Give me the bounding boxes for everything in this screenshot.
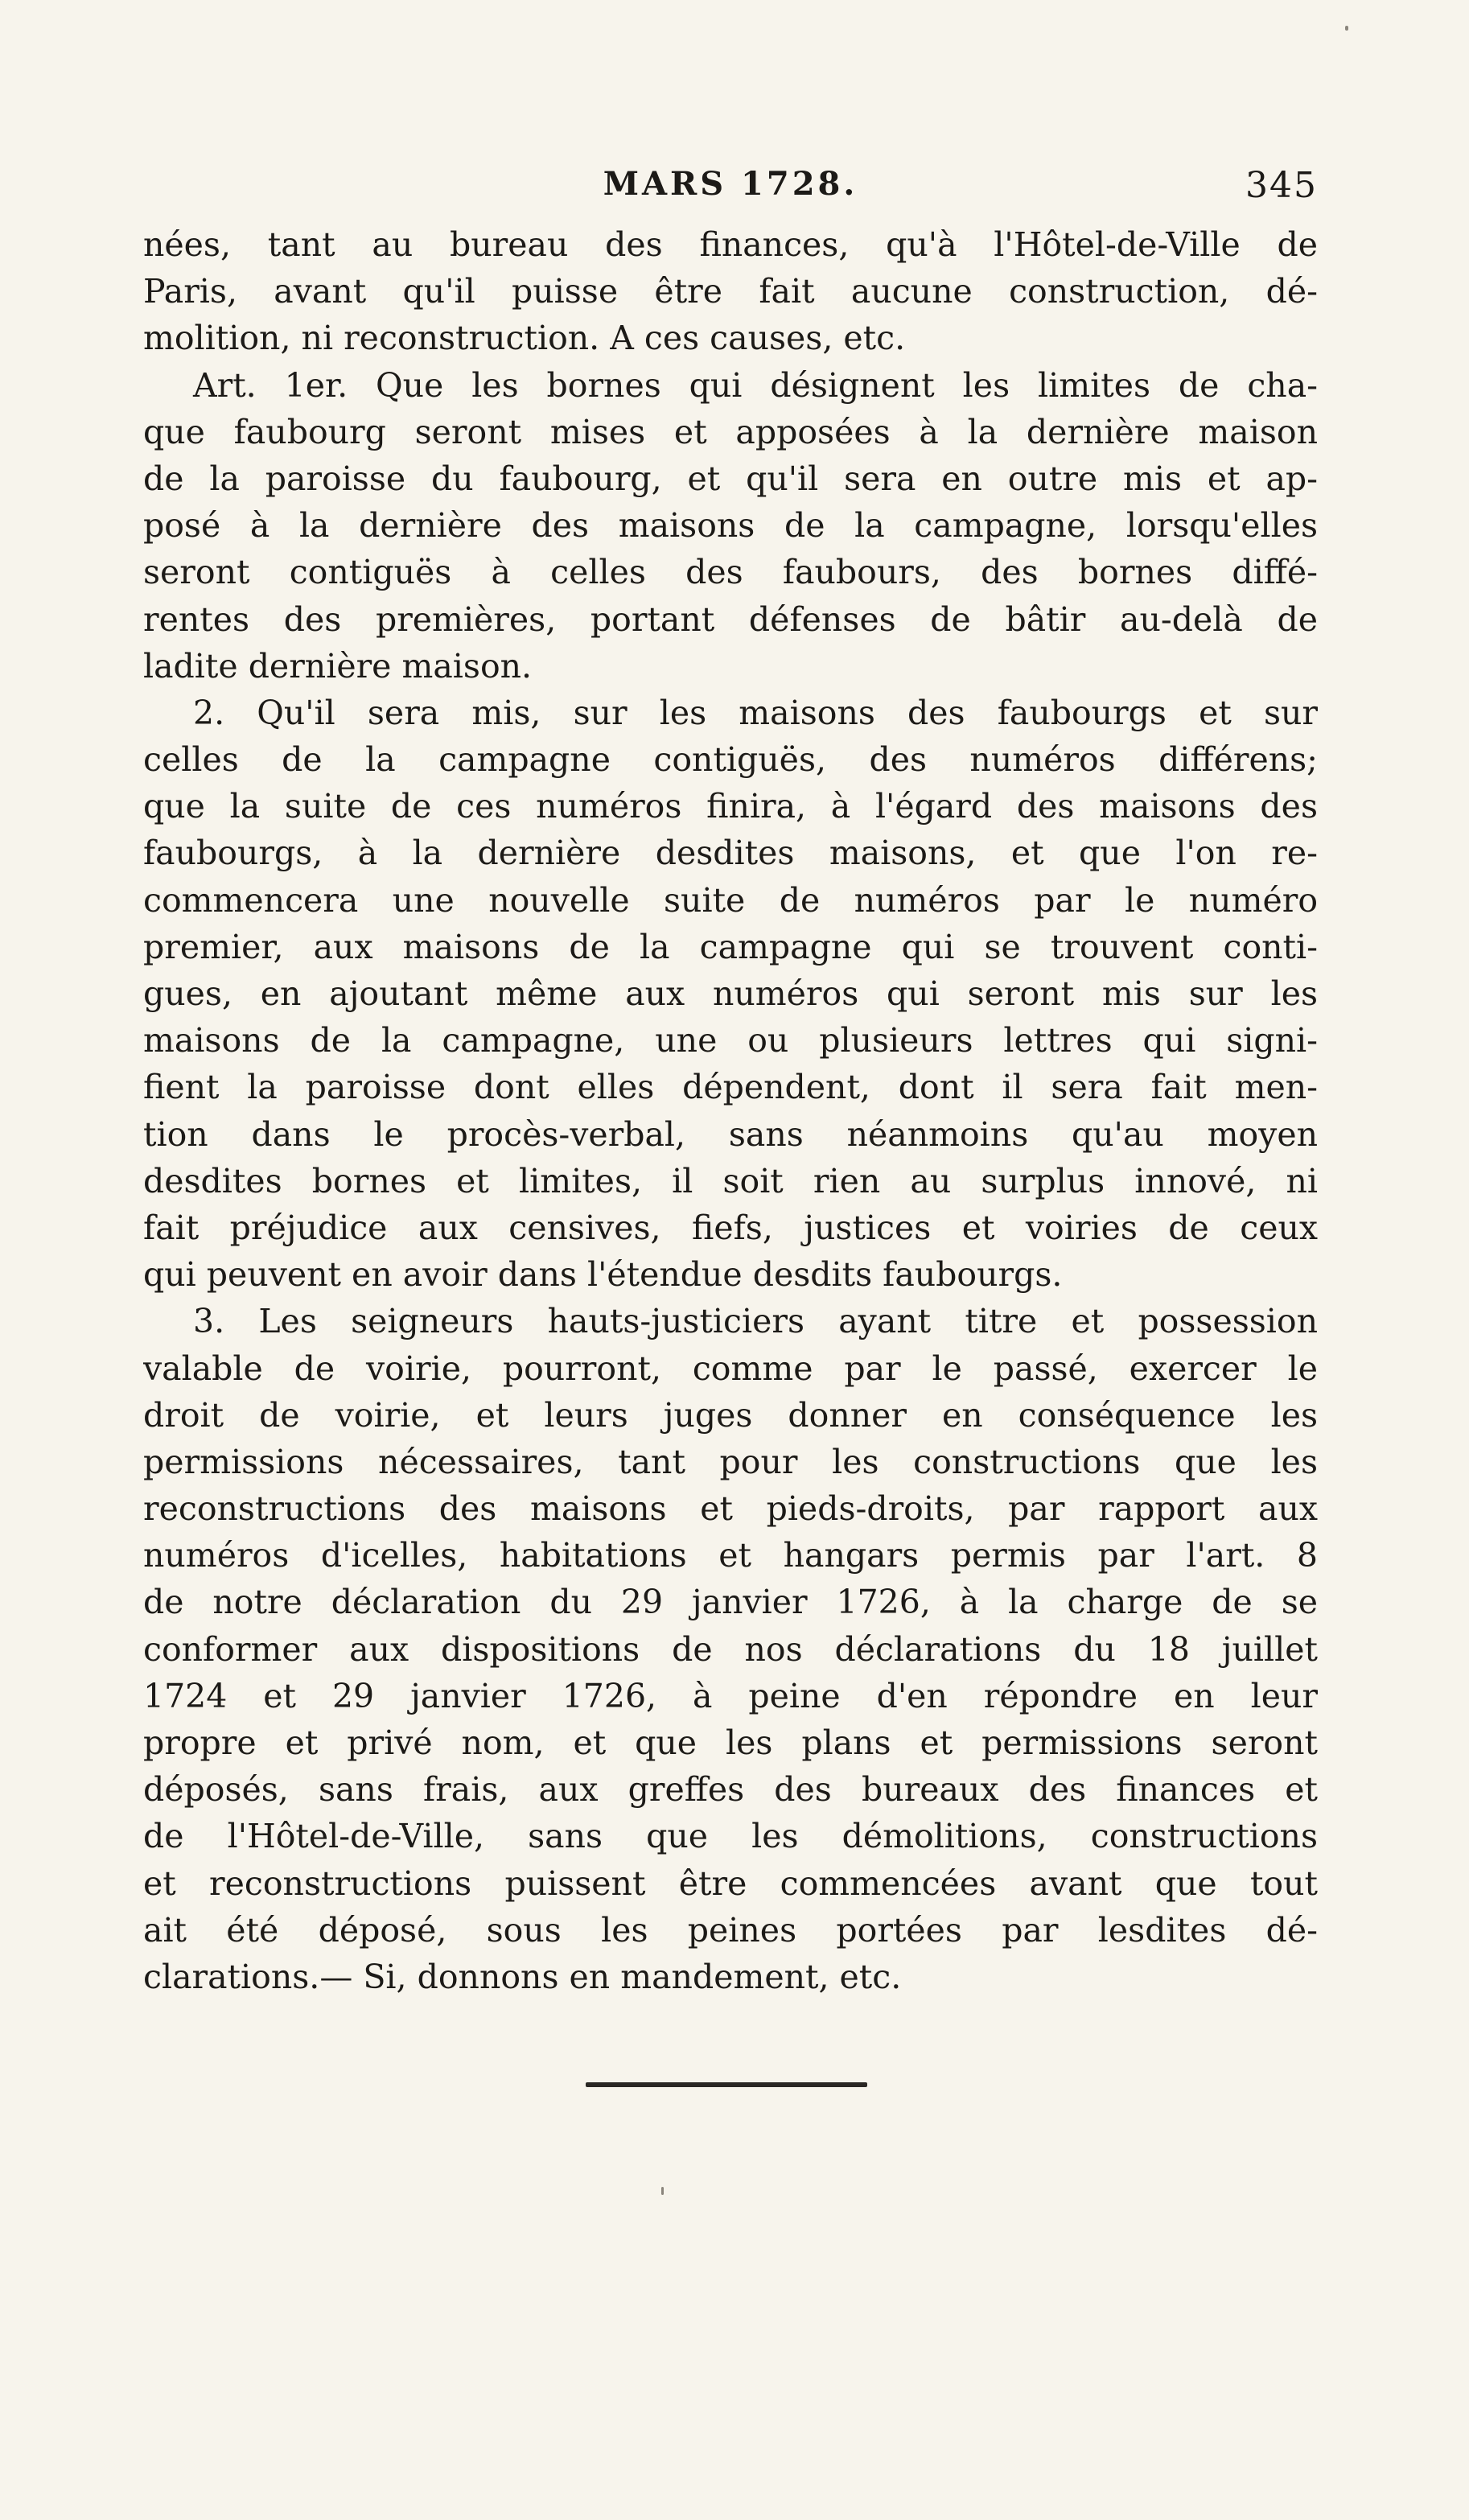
text-line: droit de voirie, et leurs juges donner en conséquence les bbox=[143, 1395, 1318, 1435]
text-line: que la suite de ces numéros finira, à l'égard des maisons des bbox=[143, 787, 1318, 826]
text-line: valable de voirie, pourront, comme par le passé, exercer le bbox=[143, 1349, 1318, 1388]
text-line: ladite dernière maison. bbox=[143, 646, 533, 686]
text-line: posé à la dernière des maisons de la campagne, lorsqu'elles bbox=[143, 506, 1318, 546]
text-line: qui peuvent en avoir dans l'étendue desdits faubourgs. bbox=[143, 1255, 1063, 1295]
text-line: premier, aux maisons de la campagne qui se trouvent conti- bbox=[143, 927, 1318, 966]
text-line: permissions nécessaires, tant pour les constructions que les bbox=[143, 1442, 1318, 1481]
text-line: maisons de la campagne, une ou plusieurs lettres qui signi- bbox=[143, 1021, 1318, 1060]
text-line: propre et privé nom, et que les plans et permissions seront bbox=[143, 1723, 1318, 1762]
text-line: commencera une nouvelle suite de numéros par le numéro bbox=[143, 880, 1318, 920]
text-line: Paris, avant qu'il puisse être fait aucune construction, dé- bbox=[143, 272, 1318, 311]
text-line: seront contiguës à celles des faubours, des bornes diffé- bbox=[143, 553, 1318, 592]
text-line: ait été déposé, sous les peines portées par lesdites dé- bbox=[143, 1910, 1318, 1950]
body-text bbox=[143, 221, 1318, 2000]
text-line: de notre déclaration du 29 janvier 1726, à la charge de se bbox=[143, 1583, 1318, 1622]
text-line: nées, tant au bureau des finances, qu'à l'Hôtel-de-Ville de bbox=[143, 225, 1318, 264]
text-line: que faubourg seront mises et apposées à la dernière maison bbox=[143, 412, 1318, 451]
text-line: faubourgs, à la dernière desdites maisons, et que l'on re- bbox=[143, 834, 1318, 873]
page-number: 345 bbox=[1245, 165, 1318, 206]
paper-speck bbox=[661, 2187, 664, 2195]
article-2-first-line: 2. Qu'il sera mis, sur les maisons des faubourgs et sur bbox=[193, 693, 1318, 732]
text-line: rentes des premières, portant défenses de bâtir au-delà de bbox=[143, 599, 1318, 639]
text-line: fient la paroisse dont elles dépendent, dont il sera fait men- bbox=[143, 1068, 1318, 1107]
text-line: molition, ni reconstruction. A ces causes, etc. bbox=[143, 319, 906, 358]
text-line: reconstructions des maisons et pieds-droits, par rapport aux bbox=[143, 1489, 1318, 1529]
text-line: gues, en ajoutant même aux numéros qui seront mis sur les bbox=[143, 974, 1318, 1013]
text-line: 1724 et 29 janvier 1726, à peine d'en répondre en leur bbox=[143, 1676, 1318, 1715]
text-line: clarations.— Si, donnons en mandement, etc. bbox=[143, 1957, 902, 1996]
text-line: de l'Hôtel-de-Ville, sans que les démolitions, constructions bbox=[143, 1817, 1318, 1856]
text-line: desdites bornes et limites, il soit rien au surplus innové, ni bbox=[143, 1161, 1318, 1200]
text-line: fait préjudice aux censives, fiefs, justices et voiries de ceux bbox=[143, 1208, 1318, 1247]
header-title: MARS 1728. bbox=[603, 165, 858, 203]
paper-speck bbox=[1345, 26, 1348, 31]
text-line: et reconstructions puissent être commencées avant que tout bbox=[143, 1863, 1318, 1903]
article-1-first-line: Art. 1er. Que les bornes qui désignent les limites de cha- bbox=[193, 365, 1318, 405]
text-line: de la paroisse du faubourg, et qu'il sera en outre mis et ap- bbox=[143, 459, 1318, 498]
closing-rule bbox=[586, 2082, 867, 2087]
text-line: celles de la campagne contiguës, des numéros différens; bbox=[143, 740, 1318, 780]
text-line: numéros d'icelles, habitations et hangars permis par l'art. 8 bbox=[143, 1536, 1318, 1575]
running-header bbox=[143, 165, 1318, 213]
text-line: conformer aux dispositions de nos déclarations du 18 juillet bbox=[143, 1629, 1318, 1669]
article-3-first-line: 3. Les seigneurs hauts-justiciers ayant titre et possession bbox=[193, 1302, 1318, 1341]
text-line: tion dans le procès-verbal, sans néanmoins qu'au moyen bbox=[143, 1114, 1318, 1154]
text-line: déposés, sans frais, aux greffes des bureaux des finances et bbox=[143, 1770, 1318, 1810]
